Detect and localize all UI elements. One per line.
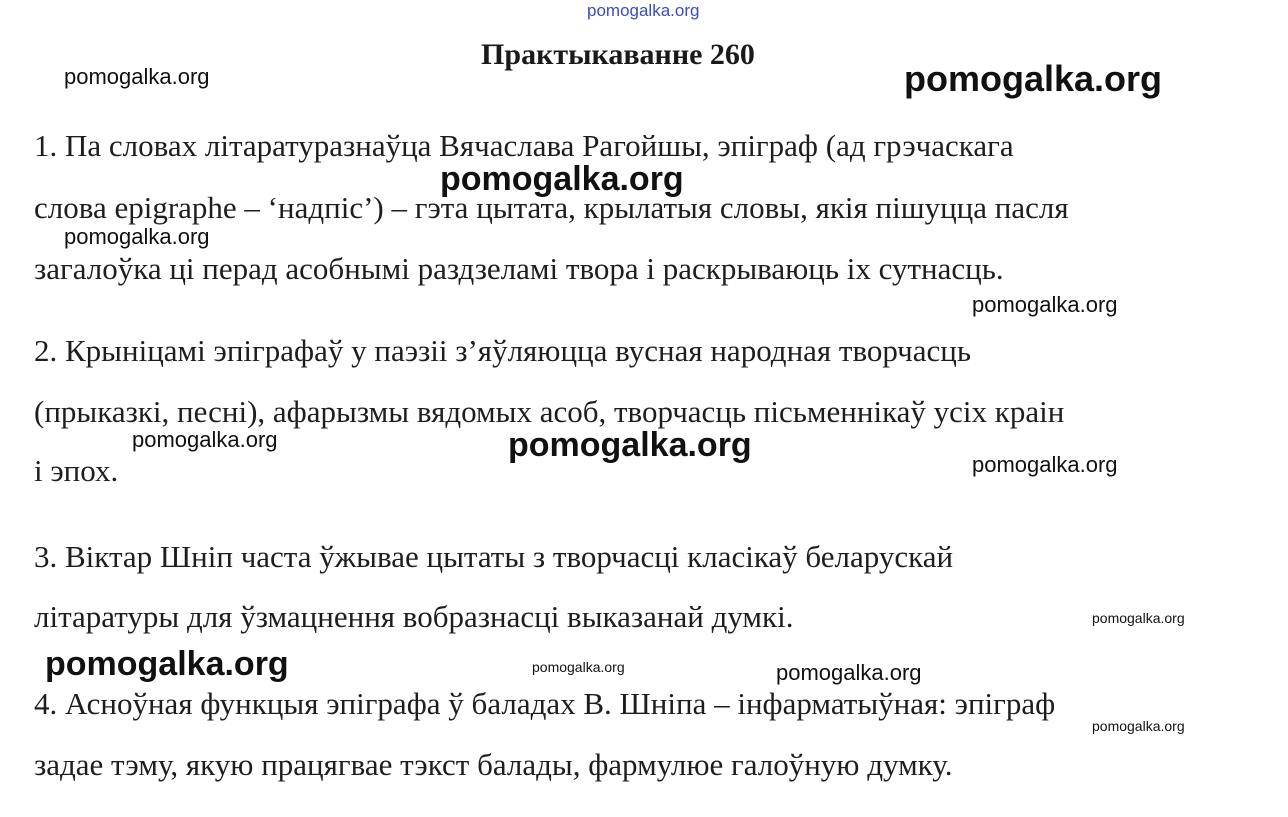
watermark: pomogalka.org: [972, 292, 1118, 317]
paragraph-4-line-1: 4. Асноўная функцыя эпіграфа ў баладах В. Шніпа – інфарматыўная: эпіграф: [34, 686, 1056, 721]
paragraph-2-line-2: (прыказкі, песні), афарызмы вядомых асоб, творчасць пісьменнікаў усіх краін: [34, 394, 1065, 429]
watermark: pomogalka.org: [132, 427, 278, 452]
watermark: pomogalka.org: [776, 660, 922, 685]
watermark: pomogalka.org: [64, 64, 210, 89]
header-watermark-link[interactable]: pomogalka.org: [587, 1, 700, 20]
paragraph-1-line-1: 1. Па словах літаратуразнаўца Вячаслава Рагойшы, эпіграф (ад грэчаскага: [34, 128, 1014, 163]
watermark: pomogalka.org: [64, 224, 210, 249]
watermark: pomogalka.org: [972, 452, 1118, 477]
paragraph-1-line-3: загалоўка ці перад асобнымі раздзеламі твора і раскрываюць іх сутнасць.: [34, 251, 1004, 286]
paragraph-2-line-1: 2. Крыніцамі эпіграфаў у паэзіі з’яўляюцца вусная народная творчасць: [34, 333, 971, 368]
paragraph-2-line-3: і эпох.: [34, 453, 119, 488]
watermark: pomogalka.org: [508, 426, 752, 464]
watermark: pomogalka.org: [904, 58, 1163, 99]
paragraph-1-line-2: слова epigraphe – ‘надпіс’) – гэта цытата, крылатыя словы, якія пішуцца пасля: [34, 190, 1069, 225]
watermark: pomogalka.org: [1092, 610, 1185, 626]
paragraph-4-line-2: задае тэму, якую працягвае тэкст балады, фармулюе галоўную думку.: [34, 747, 953, 782]
watermark: pomogalka.org: [1092, 718, 1185, 734]
watermark: pomogalka.org: [532, 659, 625, 675]
paragraph-3-line-1: 3. Віктар Шніп часта ўжывае цытаты з творчасці класікаў беларускай: [34, 539, 954, 574]
page-title: Практыкаванне 260: [481, 38, 755, 71]
watermark: pomogalka.org: [440, 160, 684, 198]
paragraph-3-line-2: літаратуры для ўзмацнення вобразнасці выказанай думкі.: [34, 599, 794, 634]
watermark: pomogalka.org: [45, 645, 289, 683]
